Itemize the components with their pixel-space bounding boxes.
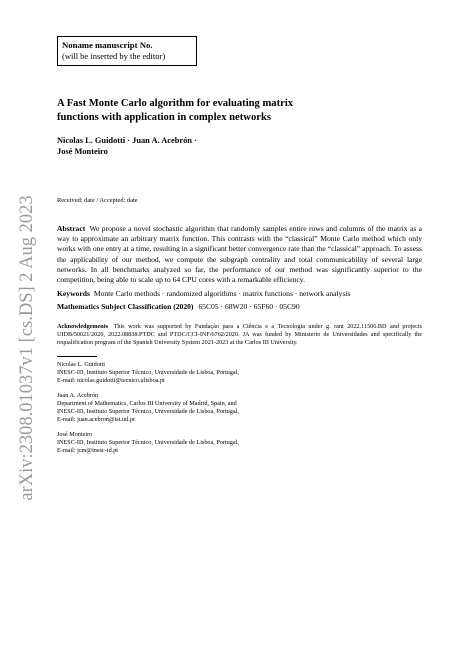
- paper-title-line-2: functions with application in complex networks: [57, 111, 271, 123]
- affiliation-name: José Monteiro: [57, 430, 93, 438]
- affiliation-acebron: [57, 392, 422, 424]
- affiliation-institution: INESC-ID, Instituto Superior Técnico, Universidade de Lisboa, Portugal,: [57, 438, 239, 446]
- author-line-1: Nicolas L. Guidotti · Juan A. Acebrón ·: [57, 136, 197, 145]
- subject-classification: [57, 302, 422, 312]
- abstract: [57, 224, 422, 285]
- paper-title-line-1: A Fast Monte Carlo algorithm for evaluating matrix: [57, 98, 294, 109]
- author-list: [57, 135, 422, 157]
- acknowledgements-label: Acknowledgements: [57, 322, 109, 330]
- received-accepted-dates: Received: date / Accepted: date: [57, 197, 138, 204]
- affiliation-email: E-mail: jcm@inesc-id.pt: [57, 446, 119, 454]
- affiliation-monteiro: [57, 431, 422, 455]
- affiliation-institution: Department of Mathematics, Carlos III University of Madrid, Spain, and: [57, 399, 237, 407]
- paper-first-page: [57, 36, 422, 455]
- affiliation-email: E-mail: juan.acebron@ist.utl.pt: [57, 415, 135, 423]
- keywords-text: Monte Carlo methods · randomized algorithms · matrix functions · network analysis: [93, 289, 351, 299]
- abstract-text: We propose a novel stochastic algorithm that randomly samples entire rows and columns of the matrix as a way to approximate an arbitrary matrix function. This contrasts with the “classical” Monte Carlo method which only works with one entry at a time, resulting in a significant better convergence rate than the “classical” approach. To assess the applicability of our method, we compute the subgraph centrality and total communicability of several large networks. In all benchmarks analyzed so far, the performance of our method was significantly superior to the competition, being able to scale up to 64 CPU cores with a remarkable efficiency.: [57, 224, 422, 285]
- keywords-label: Keywords: [57, 289, 90, 299]
- abstract-label: Abstract: [57, 224, 86, 233]
- acknowledgements-text: This work was supported by Fundação para a Ciência e a Tecnologia under g. rant 2022.11506.BD and projects UIDB/50021/2020, 2022.08838.PTDC and PTDC/CCI-INF/6762/2020. JA was funded by Ministerio de Universidades and specifically the requalification program of the Spanish University System 2021-2023 at the Carlos III University.: [57, 322, 422, 346]
- subject-classification-label: Mathematics Subject Classification (2020): [57, 302, 194, 312]
- affiliation-institution-2: INESC-ID, Instituto Superior Técnico, Universidade de Lisboa, Portugal,: [57, 407, 239, 415]
- subject-classification-codes: 65C05 · 68W20 · 65F60 · 05C90: [198, 302, 300, 312]
- affiliation-institution: INESC-ID, Instituto Superior Técnico, Universidade de Lisboa, Portugal,: [57, 368, 239, 376]
- manuscript-number-note: (will be inserted by the editor): [62, 51, 166, 61]
- footnote-divider: [57, 356, 97, 357]
- arxiv-identifier-stamp: arXiv:2308.01037v1 [cs.DS] 2 Aug 2023: [17, 195, 37, 501]
- affiliation-name: Nicolas L. Guidotti: [57, 360, 105, 368]
- manuscript-number-box: [57, 36, 197, 66]
- author-line-2: José Monteiro: [57, 147, 108, 156]
- affiliation-email: E-mail: nicolas.guidotti@tecnico.ulisboa.pt: [57, 376, 165, 384]
- affiliation-name: Juan A. Acebrón: [57, 391, 99, 399]
- affiliation-guidotti: [57, 361, 422, 385]
- manuscript-number-label: Noname manuscript No.: [62, 40, 153, 50]
- paper-title: [57, 97, 422, 124]
- keywords: [57, 289, 422, 299]
- acknowledgements: [57, 323, 422, 347]
